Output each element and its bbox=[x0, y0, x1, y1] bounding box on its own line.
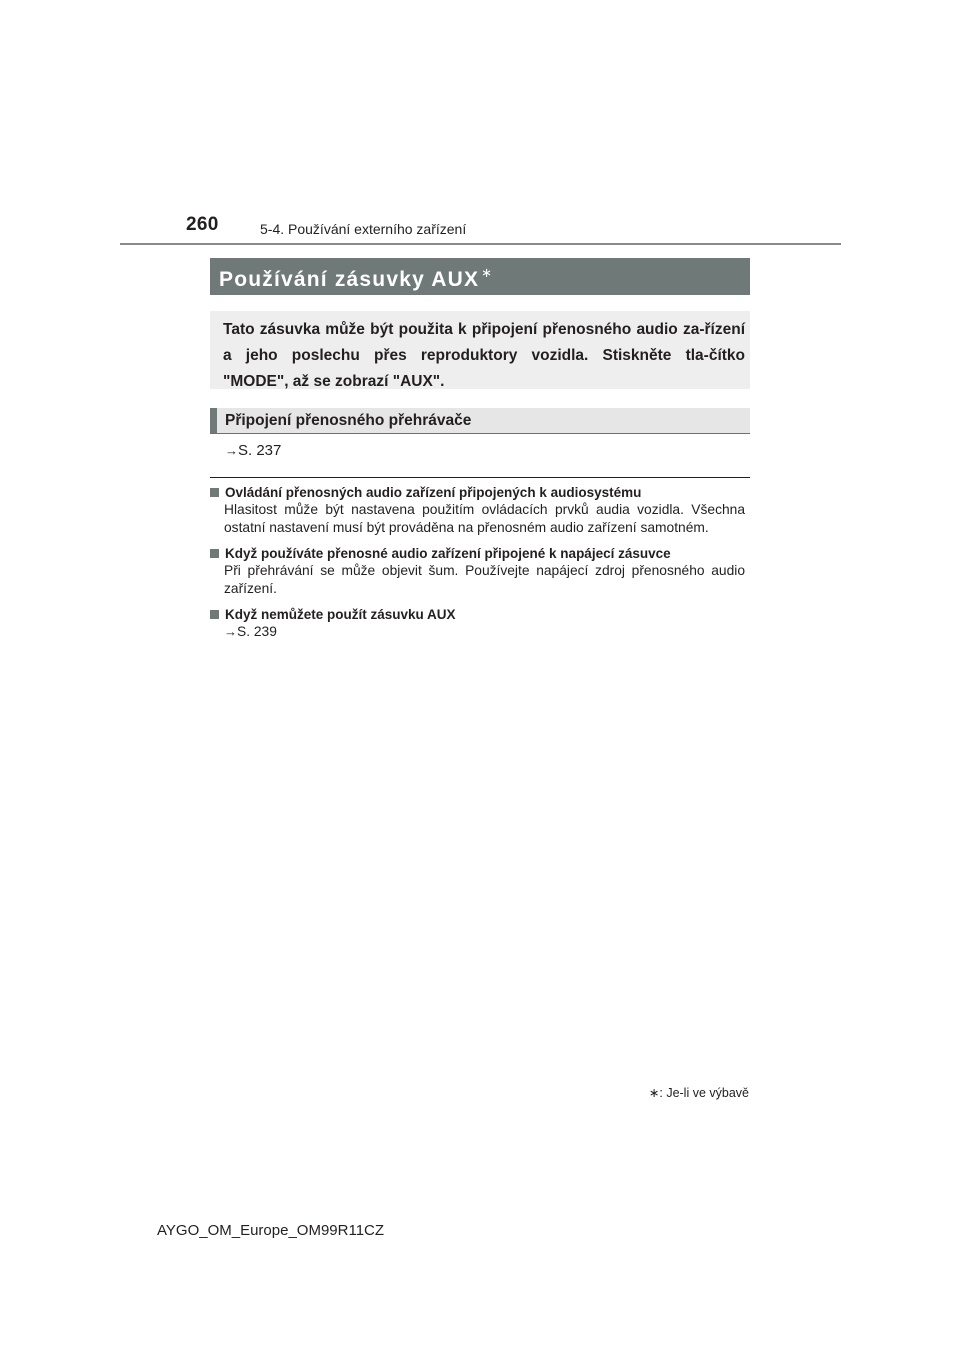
intro-box: Tato zásuvka může být použita k připojení přenosného audio za-řízení a jeho poslechu přes reproduktory vozidla. Stiskněte tla-čítko "MODE", až se zobrazí "AUX". bbox=[210, 311, 750, 389]
note-heading bbox=[210, 484, 745, 501]
note-heading-text: Ovládání přenosných audio zařízení připojených k audiosystému bbox=[225, 485, 642, 500]
note-reference[interactable] bbox=[224, 623, 745, 641]
subsection-accent bbox=[210, 408, 217, 433]
note-body: Hlasitost může být nastavena použitím ovládacích prvků audia vozidla. Všechna ostatní nastavení musí být prováděna na přenosném audio zařízení samotném. bbox=[224, 502, 745, 535]
note-item bbox=[210, 545, 745, 597]
footnote-text: : Je-li ve výbavě bbox=[659, 1086, 749, 1100]
notes-divider bbox=[210, 477, 750, 478]
title-bar bbox=[210, 258, 750, 295]
note-heading bbox=[210, 545, 745, 562]
square-bullet-icon bbox=[210, 610, 219, 619]
subsection-bar bbox=[210, 408, 750, 434]
footnote bbox=[649, 1085, 749, 1100]
document-code: AYGO_OM_Europe_OM99R11CZ bbox=[157, 1222, 385, 1239]
section-path: 5-4. Používání externího zařízení bbox=[260, 221, 467, 237]
header-rule bbox=[120, 243, 841, 245]
note-item bbox=[210, 484, 745, 536]
page-number: 260 bbox=[186, 214, 219, 235]
note-heading-text: Když nemůžete použít zásuvku AUX bbox=[225, 607, 456, 622]
page-title: Používání zásuvky AUX bbox=[219, 268, 480, 291]
note-item bbox=[210, 606, 745, 641]
reference-page: S. 239 bbox=[237, 624, 277, 639]
equipment-marker: ∗ bbox=[481, 265, 494, 280]
subsection-reference[interactable] bbox=[225, 442, 281, 459]
arrow-icon: → bbox=[224, 624, 237, 639]
note-heading-text: Když používáte přenosné audio zařízení připojené k napájecí zásuvce bbox=[225, 546, 671, 561]
square-bullet-icon bbox=[210, 488, 219, 497]
footnote-marker: ∗ bbox=[648, 1086, 660, 1100]
arrow-icon: → bbox=[225, 443, 238, 458]
reference-page: S. 237 bbox=[238, 442, 282, 459]
square-bullet-icon bbox=[210, 549, 219, 558]
notes bbox=[210, 484, 745, 650]
note-body: Při přehrávání se může objevit šum. Používejte napájecí zdroj přenosného audio zařízení. bbox=[224, 563, 745, 596]
subsection-title: Připojení přenosného přehrávače bbox=[225, 412, 472, 429]
note-heading bbox=[210, 606, 745, 623]
